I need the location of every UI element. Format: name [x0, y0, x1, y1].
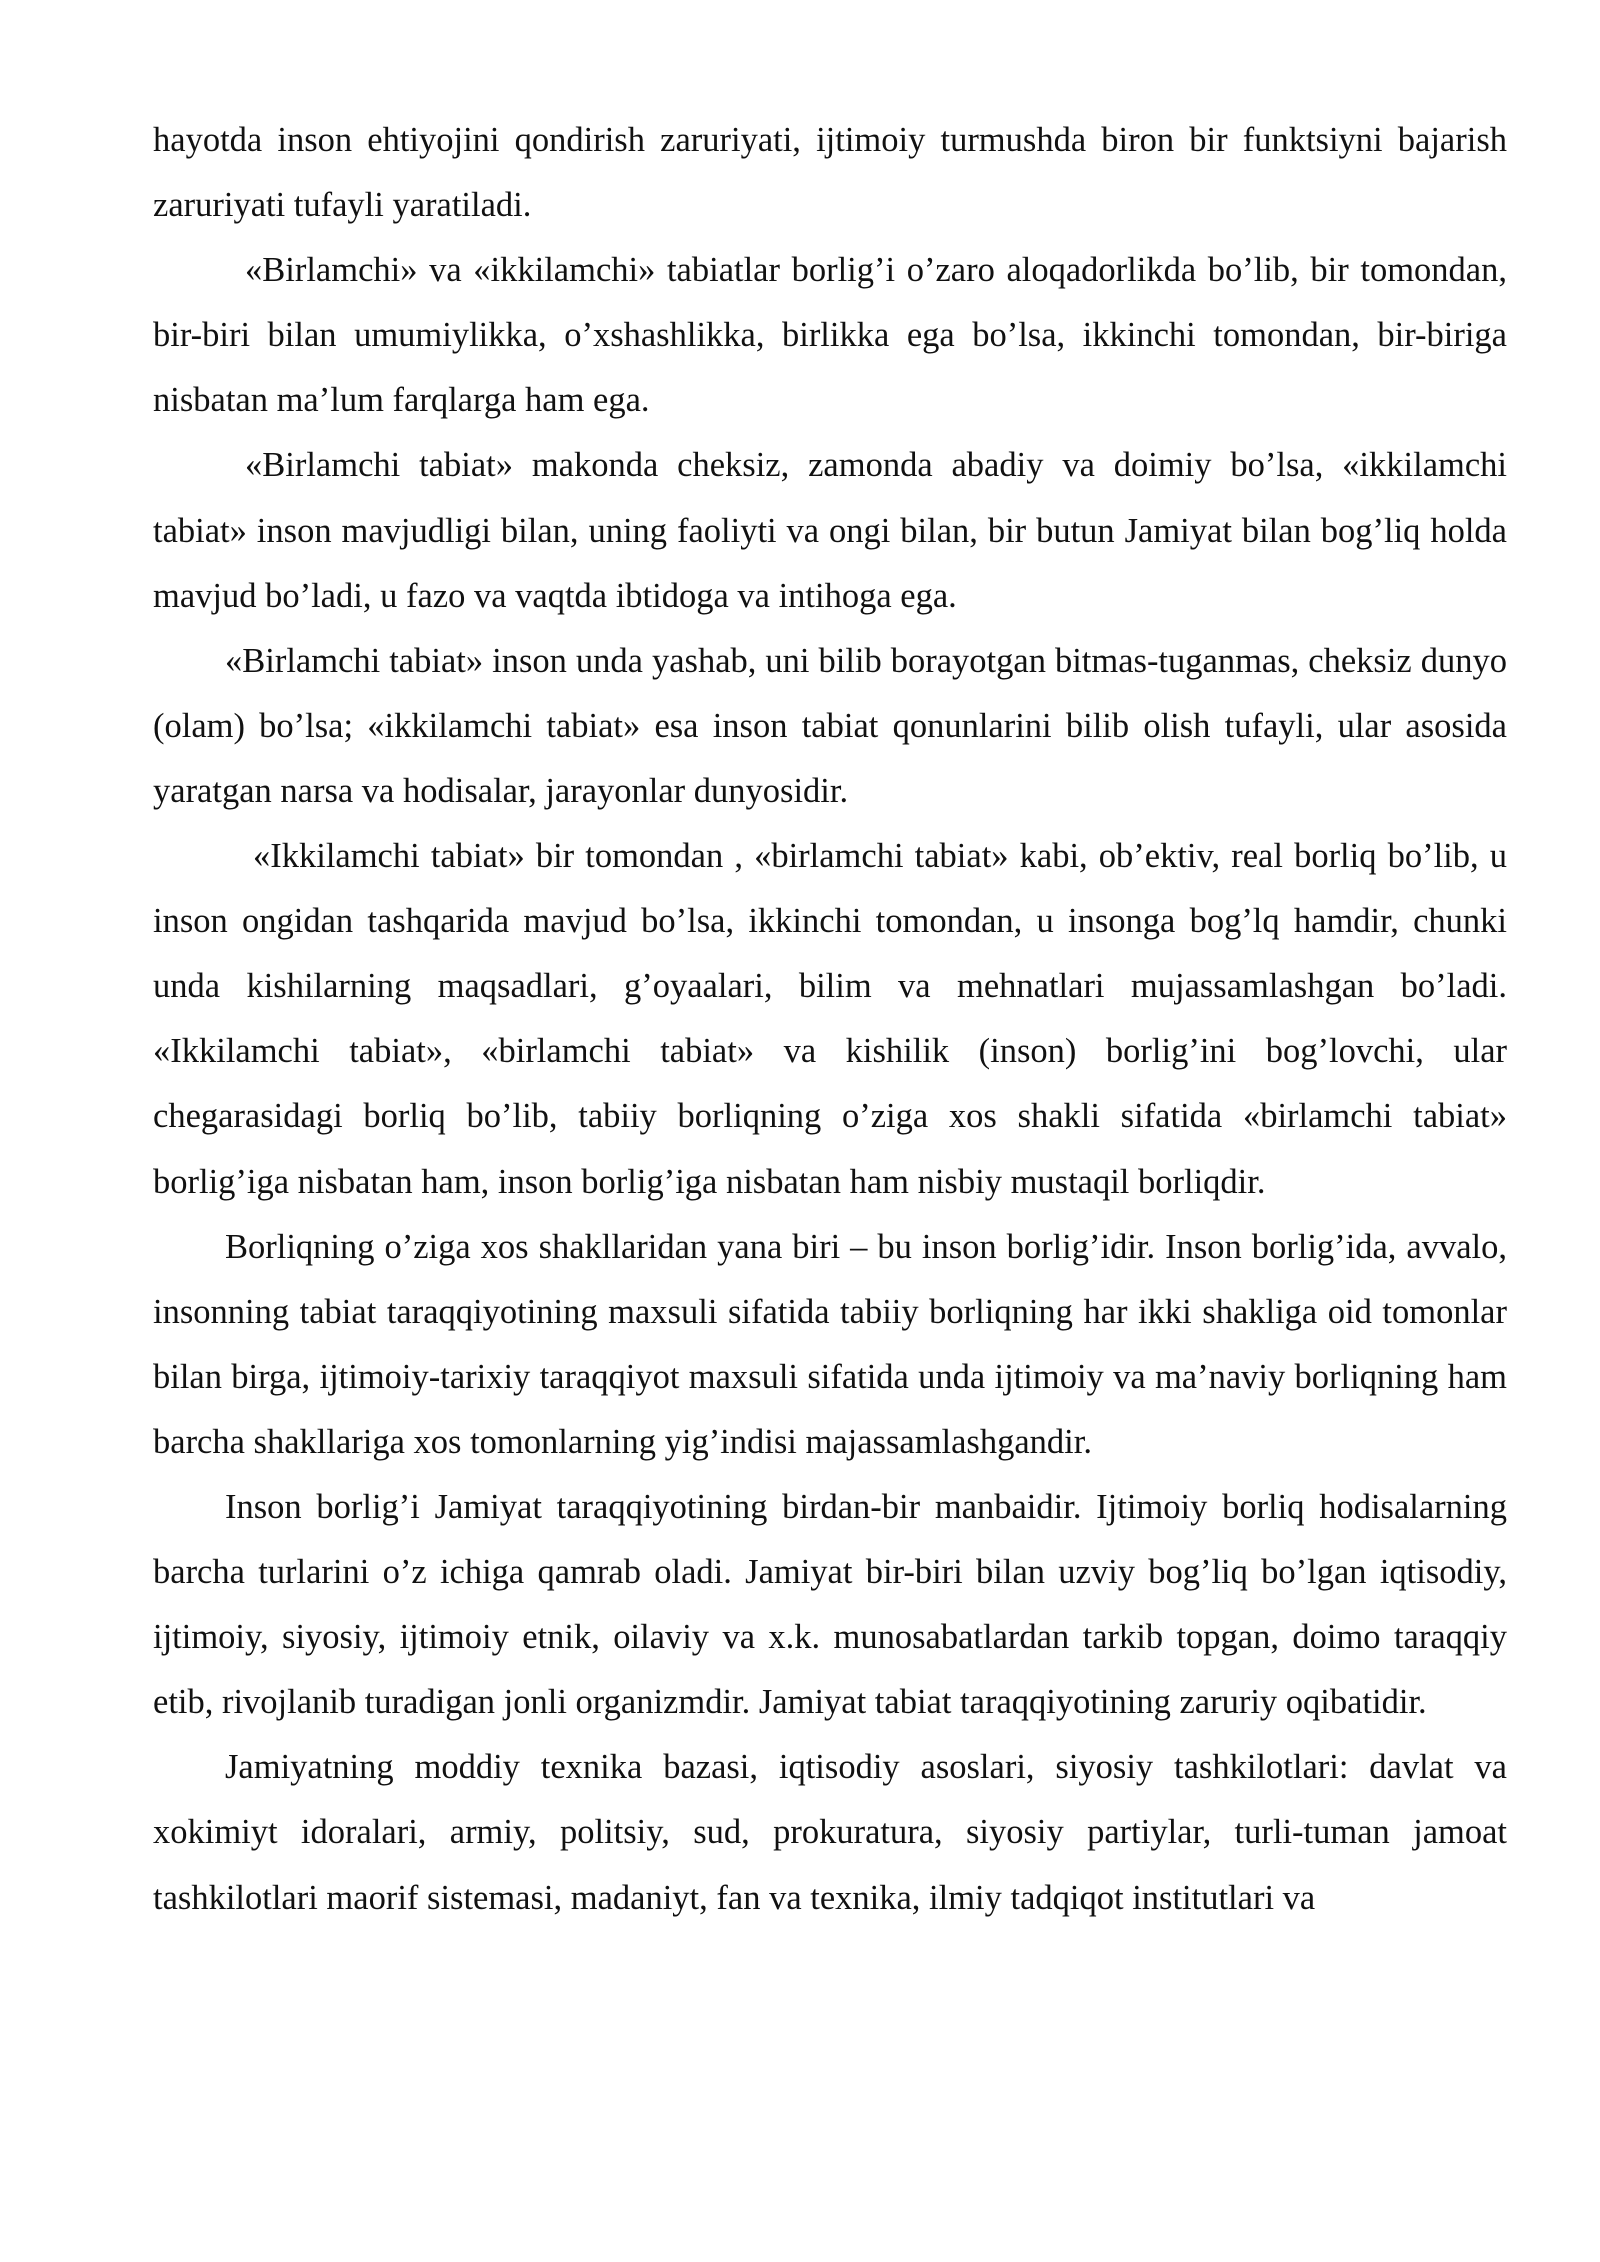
- paragraph: Borliqning o’ziga xos shakllaridan yana biri – bu inson borlig’idir. Inson borlig’ida, avvalo, insonning tabiat taraqqiyotining maxsuli sifatida tabiiy borliqning har ikki shakliga oid tomonlar bilan birga, ijtimoiy-tarixiy taraqqiyot maxsuli sifatida unda ijtimoiy va ma’naviy borliqning ham barcha shakllariga xos tomonlarning yig’indisi majassamlashgandir.: [153, 1227, 1507, 1461]
- body-text: [153, 108, 1507, 1931]
- paragraph: hayotda inson ehtiyojini qondirish zaruriyati, ijtimoiy turmushda biron bir funktsiyni bajarish zaruriyati tufayli yaratiladi.: [153, 121, 1507, 225]
- paragraph: «Ikkilamchi tabiat» bir tomondan , «birlamchi tabiat» kabi, ob’ektiv, real borliq bo’lib, u inson ongidan tashqarida mavjud bo’lsa, ikkinchi tomondan, u insonga bog’lq hamdir, chunki unda kishilarning maqsadlari, g’oyaalari, bilim va mehnatlari mujassamlashgan bo’ladi. «Ikkilamchi tabiat», «birlamchi tabiat» va kishilik (inson) borlig’ini bog’lovchi, ular chegarasidagi borliq bo’lib, tabiiy borliqning o’ziga xos shakli sifatida «birlamchi tabiat» borlig’iga nisbatan ham, inson borlig’iga nisbatan ham nisbiy mustaqil borliqdir.: [153, 837, 1507, 1201]
- paragraph: «Birlamchi» va «ikkilamchi» tabiatlar borlig’i o’zaro aloqadorlikda bo’lib, bir tomondan, bir-biri bilan umumiylikka, o’xshashlikka, birlikka ega bo’lsa, ikkinchi tomondan, bir-biriga nisbatan ma’lum farqlarga ham ega.: [153, 251, 1507, 420]
- paragraph: «Birlamchi tabiat» makonda cheksiz, zamonda abadiy va doimiy bo’lsa, «ikkilamchi tabiat» inson mavjudligi bilan, uning faoliyti va ongi bilan, bir butun Jamiyat bilan bog’liq holda mavjud bo’ladi, u fazo va vaqtda ibtidoga va intihoga ega.: [153, 446, 1507, 615]
- paragraph: «Birlamchi tabiat» inson unda yashab, uni bilib borayotgan bitmas-tuganmas, cheksiz dunyo (olam) bo’lsa; «ikkilamchi tabiat» esa inson tabiat qonunlarini bilib olish tufayli, ular asosida yaratgan narsa va hodisalar, jarayonlar dunyosidir.: [153, 641, 1507, 810]
- paragraph: Jamiyatning moddiy texnika bazasi, iqtisodiy asoslari, siyosiy tashkilotlari: davlat va xokimiyt idoralari, armiy, politsiy, sud, prokuratura, siyosiy partiylar, turli-tuman jamoat tashkilotlari maorif sistemasi, madaniyt, fan va texnika, ilmiy tadqiqot institutlari va: [153, 1748, 1507, 1917]
- paragraph: Inson borlig’i Jamiyat taraqqiyotining birdan-bir manbaidir. Ijtimoiy borliq hodisalarning barcha turlarini o’z ichiga qamrab oladi. Jamiyat bir-biri bilan uzviy bog’liq bo’lgan iqtisodiy, ijtimoiy, siyosiy, ijtimoiy etnik, oilaviy va x.k. munosabatlardan tarkib topgan, doimo taraqqiy etib, rivojlanib turadigan jonli organizmdir. Jamiyat tabiat taraqqiyotining zaruriy oqibatidir.: [153, 1487, 1507, 1722]
